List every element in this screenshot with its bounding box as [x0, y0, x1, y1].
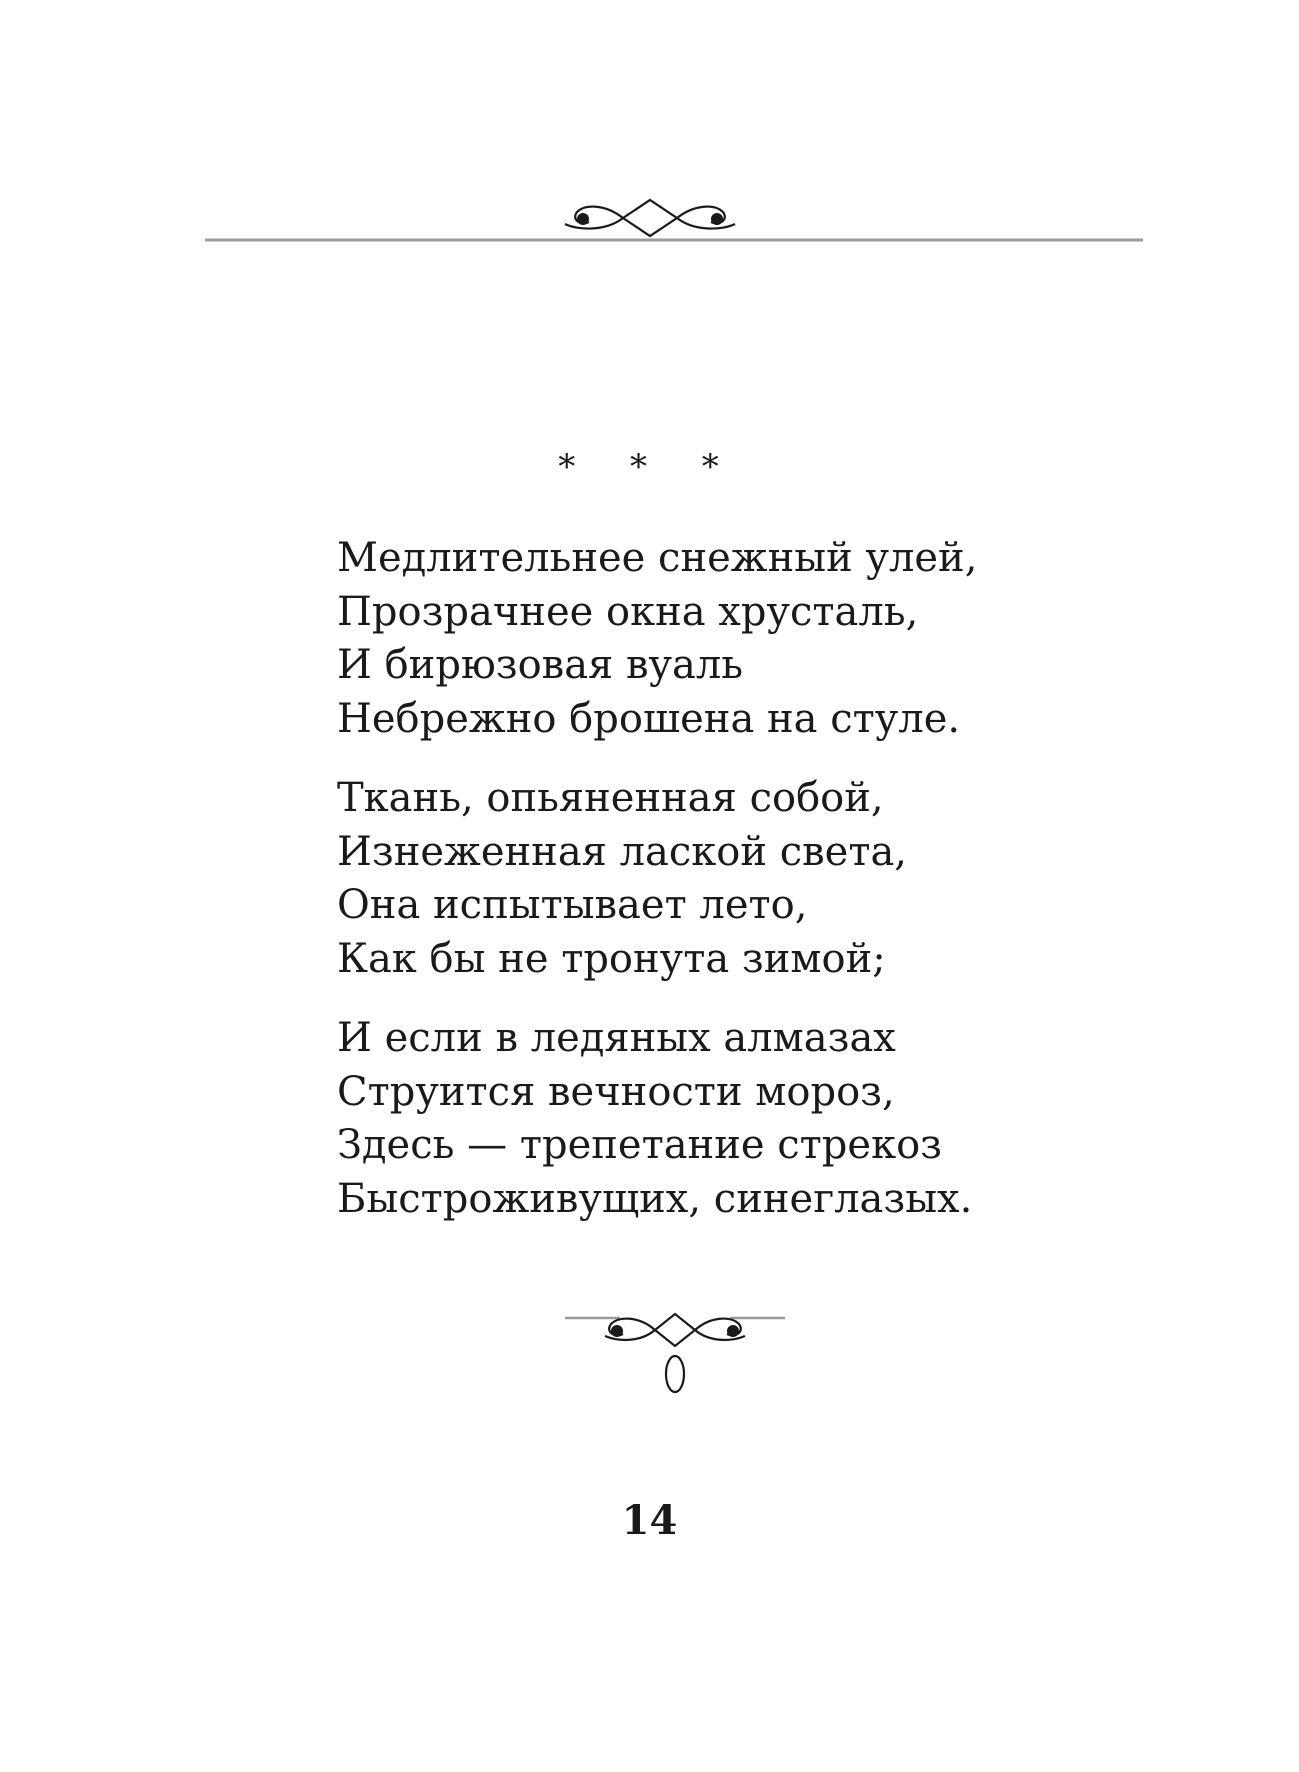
flourish-dot-right — [711, 213, 723, 225]
poem-line: Изнеженная лаской света, — [337, 828, 908, 875]
stanza-asterism: * * * — [558, 447, 741, 487]
stanza-1 — [337, 532, 1097, 746]
poem-line: Здесь — трепетание стрекоз — [337, 1122, 942, 1168]
poem-line: Ткань, опьяненная собой, — [337, 775, 884, 821]
flourish-icon — [565, 200, 735, 236]
poem-line: Струится вечности мороз, — [337, 1068, 895, 1115]
stanza-2 — [337, 772, 1097, 986]
flourish-dot-right — [727, 1325, 739, 1337]
bottom-ornament — [565, 1300, 785, 1410]
top-ornament-divider — [205, 190, 1143, 260]
poem-line: Быстроживущих, синеглазых. — [337, 1175, 973, 1222]
poem-line: И бирюзовая вуаль — [337, 642, 744, 688]
poem-line: Она испытывает лето, — [337, 882, 808, 928]
poem-line: Прозрачнее окна хрусталь, — [337, 588, 919, 635]
poem-line: Медлительнее снежный улей, — [337, 535, 978, 581]
page-number: 14 — [621, 1497, 678, 1544]
poem — [337, 532, 1097, 1252]
poem-line: Как бы не тронута зимой; — [337, 935, 886, 982]
flourish-dot-left — [611, 1325, 623, 1337]
poem-line: И если в ледяных алмазах — [337, 1015, 896, 1061]
poem-line: Небрежно брошена на стуле. — [337, 695, 961, 742]
stanza-3 — [337, 1012, 1097, 1226]
flourish-icon — [605, 1314, 745, 1392]
flourish-dot-left — [577, 213, 589, 225]
